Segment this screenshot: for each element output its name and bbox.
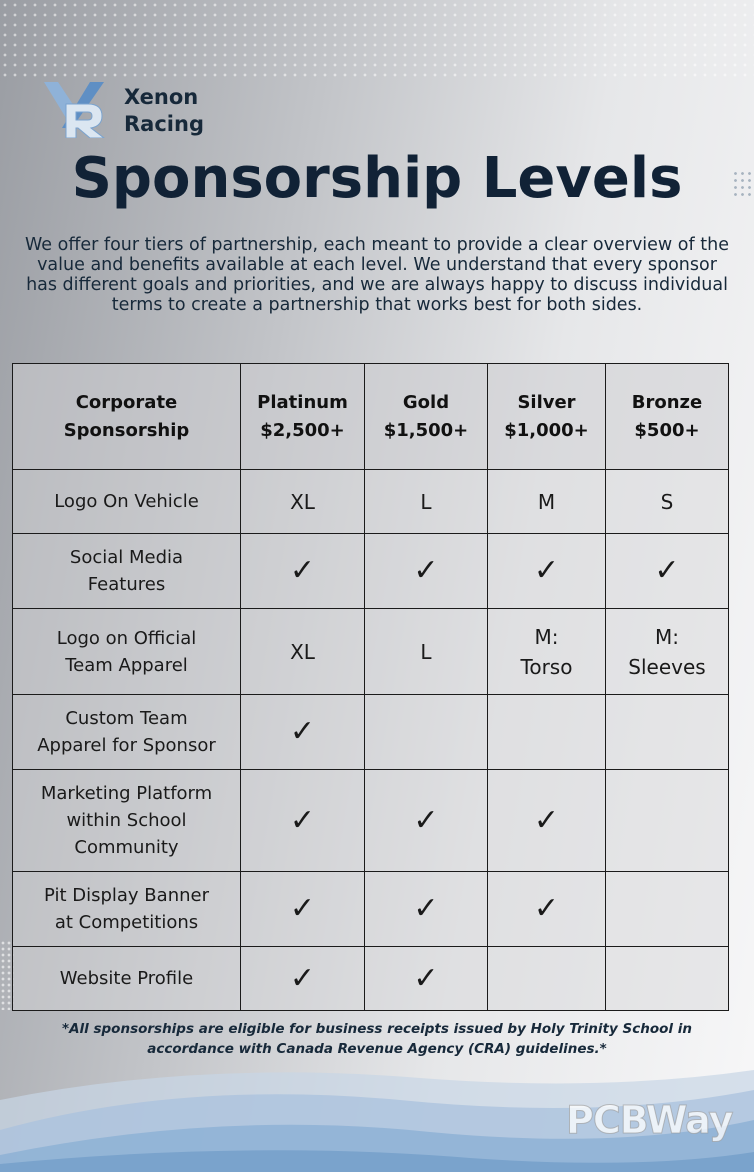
- tier-cell-bronze: [606, 770, 729, 872]
- tier-value: S: [660, 489, 674, 514]
- tier-price: $1,000+: [504, 419, 589, 441]
- corner-header-line-1: Corporate: [75, 391, 178, 413]
- check-mark-icon: ✓: [289, 891, 316, 926]
- tier-cell-silver: [488, 609, 606, 695]
- table-row: [13, 470, 729, 534]
- check-mark-icon: ✓: [289, 714, 316, 749]
- tier-name: Platinum: [257, 391, 348, 413]
- sponsorship-table: [12, 363, 729, 1011]
- feature-label-line: Marketing Platform: [40, 783, 213, 804]
- tier-value: XL: [290, 639, 315, 664]
- tier-header-silver: [488, 364, 606, 470]
- feature-label-line: Website Profile: [59, 968, 194, 989]
- tier-cell-gold: [365, 609, 488, 695]
- tier-cell-gold: [365, 534, 488, 609]
- tier-cell-bronze: [606, 695, 729, 770]
- feature-label-line: at Competitions: [54, 912, 199, 933]
- tier-header-bronze: [606, 364, 729, 470]
- feature-cell: [13, 470, 241, 534]
- brand-line-2: Racing: [124, 112, 204, 136]
- tier-cell-platinum: [241, 609, 365, 695]
- tier-cell-gold: [365, 770, 488, 872]
- tier-cell-gold: [365, 695, 488, 770]
- check-mark-icon: ✓: [413, 960, 439, 996]
- tier-price: $2,500+: [260, 419, 345, 441]
- feature-label-line: Logo on Official: [56, 627, 197, 649]
- tier-cell-bronze: [606, 947, 729, 1011]
- check-mark-icon: ✓: [533, 891, 560, 926]
- tier-cell-platinum: [241, 470, 365, 534]
- tier-cell-silver: [488, 534, 606, 609]
- table-row: [13, 947, 729, 1011]
- check-mark-icon: ✓: [533, 553, 560, 588]
- xenon-racing-logo-icon: [44, 82, 106, 138]
- tier-cell-bronze: [606, 470, 729, 534]
- tier-header-gold: [365, 364, 488, 470]
- table-row: [13, 695, 729, 770]
- tier-cell-bronze: [606, 534, 729, 609]
- tier-cell-platinum: [241, 947, 365, 1011]
- table-row: [13, 872, 729, 947]
- feature-label-line: Pit Display Banner: [44, 885, 209, 906]
- feature-label-line: Community: [74, 837, 179, 858]
- check-mark-icon: ✓: [654, 553, 680, 588]
- feature-label-line: within School: [66, 810, 187, 831]
- tier-cell-gold: [365, 470, 488, 534]
- feature-cell: [13, 872, 241, 947]
- corner-header-line-2: Sponsorship: [63, 419, 190, 441]
- tier-cell-silver: [488, 470, 606, 534]
- table-row: [13, 534, 729, 609]
- tier-value: M: Torso: [520, 624, 573, 679]
- tier-name: Gold: [402, 391, 450, 413]
- feature-label-line: Logo On Vehicle: [54, 491, 199, 512]
- feature-label-line: Social Media: [69, 547, 184, 568]
- tier-name: Bronze: [631, 391, 703, 413]
- check-mark-icon: ✓: [289, 802, 316, 838]
- check-mark-icon: ✓: [289, 960, 316, 996]
- table-row: [13, 609, 729, 695]
- feature-cell: [13, 947, 241, 1011]
- brand-line-1: Xenon: [124, 85, 199, 109]
- feature-cell: [13, 534, 241, 609]
- footnote: *All sponsorships are eligible for business receipts issued by Holy Trinity School in accordance with Canada Revenue Agency (CRA) guidelines.*: [62, 1021, 692, 1057]
- tier-value: M: Sleeves: [628, 624, 706, 679]
- tier-cell-silver: [488, 872, 606, 947]
- tier-name: Silver: [517, 391, 576, 413]
- dot-pattern-top: [0, 0, 754, 80]
- tier-cell-bronze: [606, 872, 729, 947]
- tier-cell-platinum: [241, 770, 365, 872]
- feature-label-line: Features: [87, 574, 166, 595]
- tier-price: $500+: [634, 419, 700, 441]
- tier-cell-silver: [488, 770, 606, 872]
- tier-header-platinum: [241, 364, 365, 470]
- feature-label-line: Apparel for Sponsor: [37, 735, 216, 756]
- feature-cell: [13, 609, 241, 695]
- tier-cell-platinum: [241, 872, 365, 947]
- check-mark-icon: ✓: [533, 802, 560, 838]
- tier-value: XL: [290, 489, 315, 514]
- table-row: [13, 770, 729, 872]
- check-mark-icon: ✓: [413, 802, 439, 838]
- tier-value: L: [420, 639, 432, 664]
- table-body: [13, 470, 729, 1011]
- feature-cell: [13, 695, 241, 770]
- tier-cell-bronze: [606, 609, 729, 695]
- feature-cell: [13, 770, 241, 872]
- tier-cell-gold: [365, 872, 488, 947]
- intro-paragraph: We offer four tiers of partnership, each meant to provide a clear overview of the value and benefits available at each level. We understand that every sponsor has different goals and priorities, and we are always happy to discuss individual terms to create a partnership that works best for both sides.: [25, 235, 729, 315]
- tier-cell-silver: [488, 695, 606, 770]
- watermark-text: PCBWay: [566, 1098, 733, 1142]
- tier-cell-gold: [365, 947, 488, 1011]
- check-mark-icon: ✓: [413, 891, 439, 926]
- corner-header: [13, 364, 241, 470]
- table-header-row: [13, 364, 729, 470]
- check-mark-icon: ✓: [289, 553, 316, 588]
- tier-value: L: [420, 489, 432, 514]
- feature-label-line: Custom Team: [65, 708, 188, 729]
- tier-price: $1,500+: [383, 419, 469, 441]
- tier-cell-silver: [488, 947, 606, 1011]
- feature-label-line: Team Apparel: [65, 654, 188, 676]
- tier-value: M: [537, 489, 556, 514]
- tier-cell-platinum: [241, 695, 365, 770]
- tier-cell-platinum: [241, 534, 365, 609]
- brand-name: [124, 84, 204, 138]
- check-mark-icon: ✓: [413, 553, 439, 588]
- page-title: Sponsorship Levels: [71, 146, 683, 211]
